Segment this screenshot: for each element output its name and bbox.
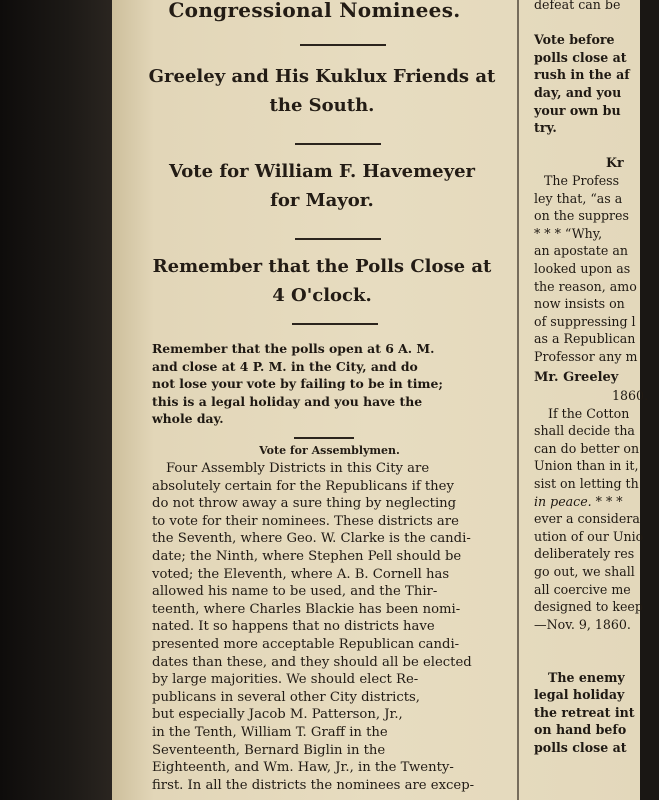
right-line: day, and you <box>534 84 622 100</box>
right-line: Professor any m <box>534 348 638 364</box>
polls-notice <box>152 340 507 428</box>
column-rule <box>517 0 519 800</box>
right-line <box>534 633 659 651</box>
right-line: can do better on <box>534 440 640 456</box>
right-line: in peace. * * * <box>534 493 623 509</box>
notice-line: Remember that the polls open at 6 A. M. <box>152 341 435 356</box>
body-line: do not throw away a sure thing by neglecting <box>152 496 457 512</box>
divider <box>295 143 381 145</box>
divider <box>294 437 354 439</box>
right-line: ution of our Unio <box>534 528 644 544</box>
right-line: the retreat int <box>534 704 635 720</box>
right-line: on hand befo <box>534 722 627 738</box>
body-line: but especially Jacob M. Patterson, Jr., <box>152 707 403 723</box>
body-line: first. In all the districts the nominees are excep- <box>152 777 475 793</box>
right-line: ever a considera <box>534 511 640 527</box>
right-line: Union than in it, <box>534 458 639 474</box>
right-line: —Nov. 9, 1860. <box>534 616 631 632</box>
right-line: try. <box>534 120 557 136</box>
body-line: by large majorities. We should elect Re- <box>152 672 419 688</box>
body-line: absolutely certain for the Republicans if they <box>152 478 454 494</box>
right-column <box>524 0 654 800</box>
headline-congressional-nominees: Congressional Nominees. <box>168 0 461 22</box>
right-line: all coercive me <box>534 581 631 597</box>
right-line: Kr <box>606 155 624 171</box>
right-line: 1860. <box>612 388 649 404</box>
headline-line: Vote for William F. Havemeyer <box>168 161 476 182</box>
headline-line: the South. <box>269 95 375 116</box>
body-line: Eighteenth, and Wm. Haw, Jr., in the Twenty- <box>152 760 454 776</box>
right-line: The enemy <box>548 669 625 685</box>
newspaper-page <box>112 0 649 800</box>
headline-line: Greeley and His Kuklux Friends at <box>148 66 496 87</box>
body-line: the Seventh, where Geo. W. Clarke is the candi- <box>152 531 471 547</box>
divider <box>292 323 378 325</box>
headline-line: Remember that the Polls Close at <box>152 256 492 277</box>
right-line: polls close at <box>534 49 627 65</box>
notice-line: not lose your vote by failing to be in time; <box>152 376 443 391</box>
right-line <box>534 651 659 669</box>
body-line: nated. It so happens that no districts have <box>152 619 435 635</box>
divider <box>295 238 381 240</box>
notice-line: this is a legal holiday and you have the <box>152 393 423 409</box>
main-column <box>112 0 517 800</box>
headline-vote-havemeyer <box>142 157 502 215</box>
body-line: Four Assembly Districts in this City are <box>166 461 430 476</box>
right-line: Vote before <box>534 32 615 48</box>
right-line: an apostate an <box>534 243 628 259</box>
body-line: in the Tenth, William T. Graff in the <box>152 724 388 740</box>
right-column-text <box>534 0 659 757</box>
right-line: legal holiday <box>534 687 625 703</box>
right-line: The Profess <box>544 172 620 188</box>
sub-heading-assemblymen: Vote for Assemblymen. <box>259 444 400 457</box>
headline-line: 4 O'clock. <box>272 285 372 306</box>
right-line: on the suppres <box>534 208 629 224</box>
body-line: allowed his name to be used, and the Thir- <box>152 584 438 600</box>
article-body <box>152 460 512 794</box>
divider <box>300 44 386 46</box>
body-line: teenth, where Charles Blackie has been nomi- <box>152 601 461 617</box>
right-line <box>534 14 659 32</box>
right-line: If the Cotton <box>548 405 630 421</box>
right-line <box>534 137 659 155</box>
right-line: sist on letting th <box>534 476 639 492</box>
right-line: rush in the af <box>534 67 630 83</box>
headline-line: for Mayor. <box>270 190 374 211</box>
right-line: Mr. Greeley <box>534 370 619 386</box>
right-line: looked upon as <box>534 260 631 276</box>
right-line: defeat can be <box>534 0 621 12</box>
right-line: * * * “Why, <box>534 225 603 241</box>
body-line: dates than these, and they should all be elected <box>152 654 472 670</box>
notice-line: whole day. <box>152 411 224 426</box>
right-line: polls close at <box>534 739 627 755</box>
body-line: publicans in several other City districts, <box>152 689 420 705</box>
body-line: presented more acceptable Republican candi- <box>152 636 460 652</box>
right-line: the reason, amo <box>534 278 637 294</box>
right-line: now insists on <box>534 296 625 312</box>
right-line: go out, we shall <box>534 564 635 579</box>
body-line: to vote for their nominees. These districts are <box>152 513 459 529</box>
notice-line: and close at 4 P. M. in the City, and do <box>152 358 418 374</box>
body-line: voted; the Eleventh, where A. B. Cornell has <box>152 566 450 582</box>
right-line: your own bu <box>534 102 621 118</box>
body-line: Seventeenth, Bernard Biglin in the <box>152 742 386 758</box>
right-line: ley that, “as a <box>534 190 623 206</box>
body-line: date; the Ninth, where Stephen Pell should be <box>152 548 462 564</box>
right-line: as a Republican <box>534 331 636 347</box>
right-line: deliberately res <box>534 546 635 562</box>
binding-shadow <box>0 0 112 800</box>
right-line: shall decide tha <box>534 423 635 439</box>
right-line: designed to keep <box>534 599 643 615</box>
headline-greeley <box>142 62 502 120</box>
headline-polls-close <box>142 252 502 310</box>
right-line: of suppressing l <box>534 313 636 329</box>
